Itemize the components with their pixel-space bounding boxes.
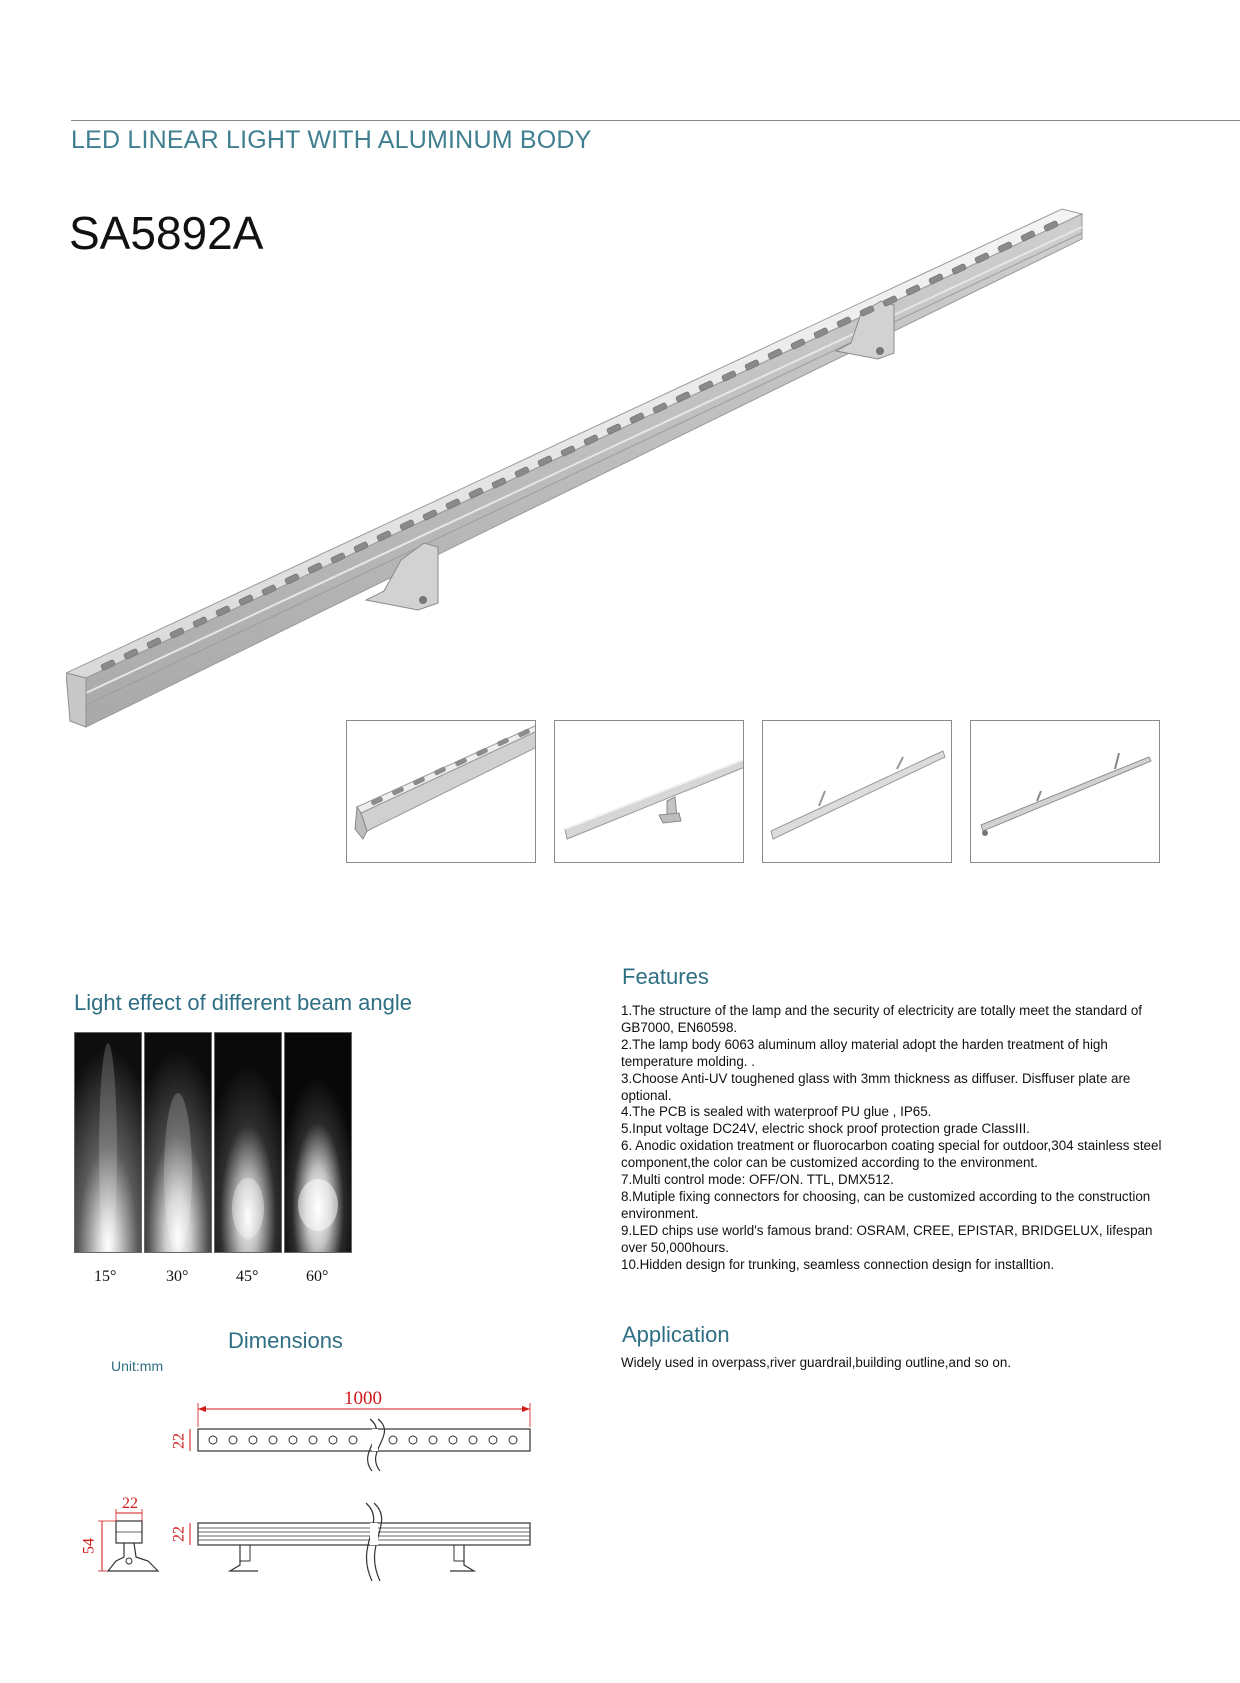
beam-image-45 <box>214 1032 282 1253</box>
top-rule <box>71 120 1240 121</box>
thumbnail-bracket[interactable] <box>554 720 744 863</box>
thumbnail-closeup[interactable] <box>346 720 536 863</box>
feature-item: 2.The lamp body 6063 aluminum alloy material adopt the harden treatment of high temperature molding. . <box>621 1036 1108 1069</box>
feature-item: 8.Mutiple fixing connectors for choosing, can be customized according to the construction environment. <box>621 1188 1151 1221</box>
dim-height-label: 22 <box>170 1526 188 1542</box>
application-title: Application <box>622 1322 730 1347</box>
thumbnail-closeup-image <box>347 721 535 862</box>
model-title: SA5892A <box>69 207 264 259</box>
dim-side-width-label: 22 <box>122 1495 138 1512</box>
thumbnail-bracket-image <box>555 721 743 862</box>
application-text: Widely used in overpass,river guardrail,building outline,and so on. <box>621 1355 1012 1370</box>
features-title: Features <box>622 964 709 989</box>
feature-item: 4.The PCB is sealed with waterproof PU glue , IP65. <box>621 1104 932 1120</box>
product-main-image <box>66 205 1126 735</box>
beam-label-60: 60° <box>306 1268 329 1285</box>
dim-width-label: 22 <box>170 1433 188 1449</box>
feature-item: 1.The structure of the lamp and the security of electricity are totally meet the standard of GB7000, EN60598. <box>621 1003 1143 1035</box>
beam-label-30: 30° <box>166 1268 189 1285</box>
beam-label-45: 45° <box>236 1268 259 1285</box>
beam-image-15 <box>74 1032 142 1253</box>
dim-length-label: 1000 <box>344 1388 382 1409</box>
dimension-drawing <box>72 1385 542 1595</box>
feature-item: 10.Hidden design for trunking, seamless connection design for installtion. <box>621 1256 1055 1272</box>
thumbnail-side-view[interactable] <box>970 720 1160 863</box>
feature-item: 9.LED chips use world's famous brand: OSRAM, CREE, EPISTAR, BRIDGELUX, lifespan over 50,000hours. <box>621 1222 1153 1255</box>
beam-image-30 <box>144 1032 212 1253</box>
beam-image-60 <box>284 1032 352 1253</box>
feature-item: 3.Choose Anti-UV toughened glass with 3mm thickness as diffuser. Disffuser plate are optional. <box>621 1070 1131 1103</box>
features-list <box>621 1003 1181 1274</box>
thumbnail-long-view[interactable] <box>762 720 952 863</box>
feature-item: 5.Input voltage DC24V, electric shock proof protection grade ClassIII. <box>621 1121 1030 1137</box>
beam-label-15: 15° <box>94 1268 117 1285</box>
page-subtitle: LED LINEAR LIGHT WITH ALUMINUM BODY <box>71 126 592 154</box>
unit-label: Unit:mm <box>111 1358 164 1374</box>
feature-item: 6. Anodic oxidation treatment or fluorocarbon coating special for outdoor,304 stainless steel component,the color can be customized according to the environment. <box>621 1138 1162 1171</box>
dim-side-height-label: 54 <box>80 1538 98 1554</box>
beam-angle-title: Light effect of different beam angle <box>74 990 412 1015</box>
feature-item: 7.Multi control mode: OFF/ON. TTL, DMX512. <box>621 1172 894 1188</box>
dimensions-title: Dimensions <box>228 1328 343 1353</box>
thumbnail-long-view-image <box>763 721 951 862</box>
thumbnail-side-view-image <box>971 721 1159 862</box>
